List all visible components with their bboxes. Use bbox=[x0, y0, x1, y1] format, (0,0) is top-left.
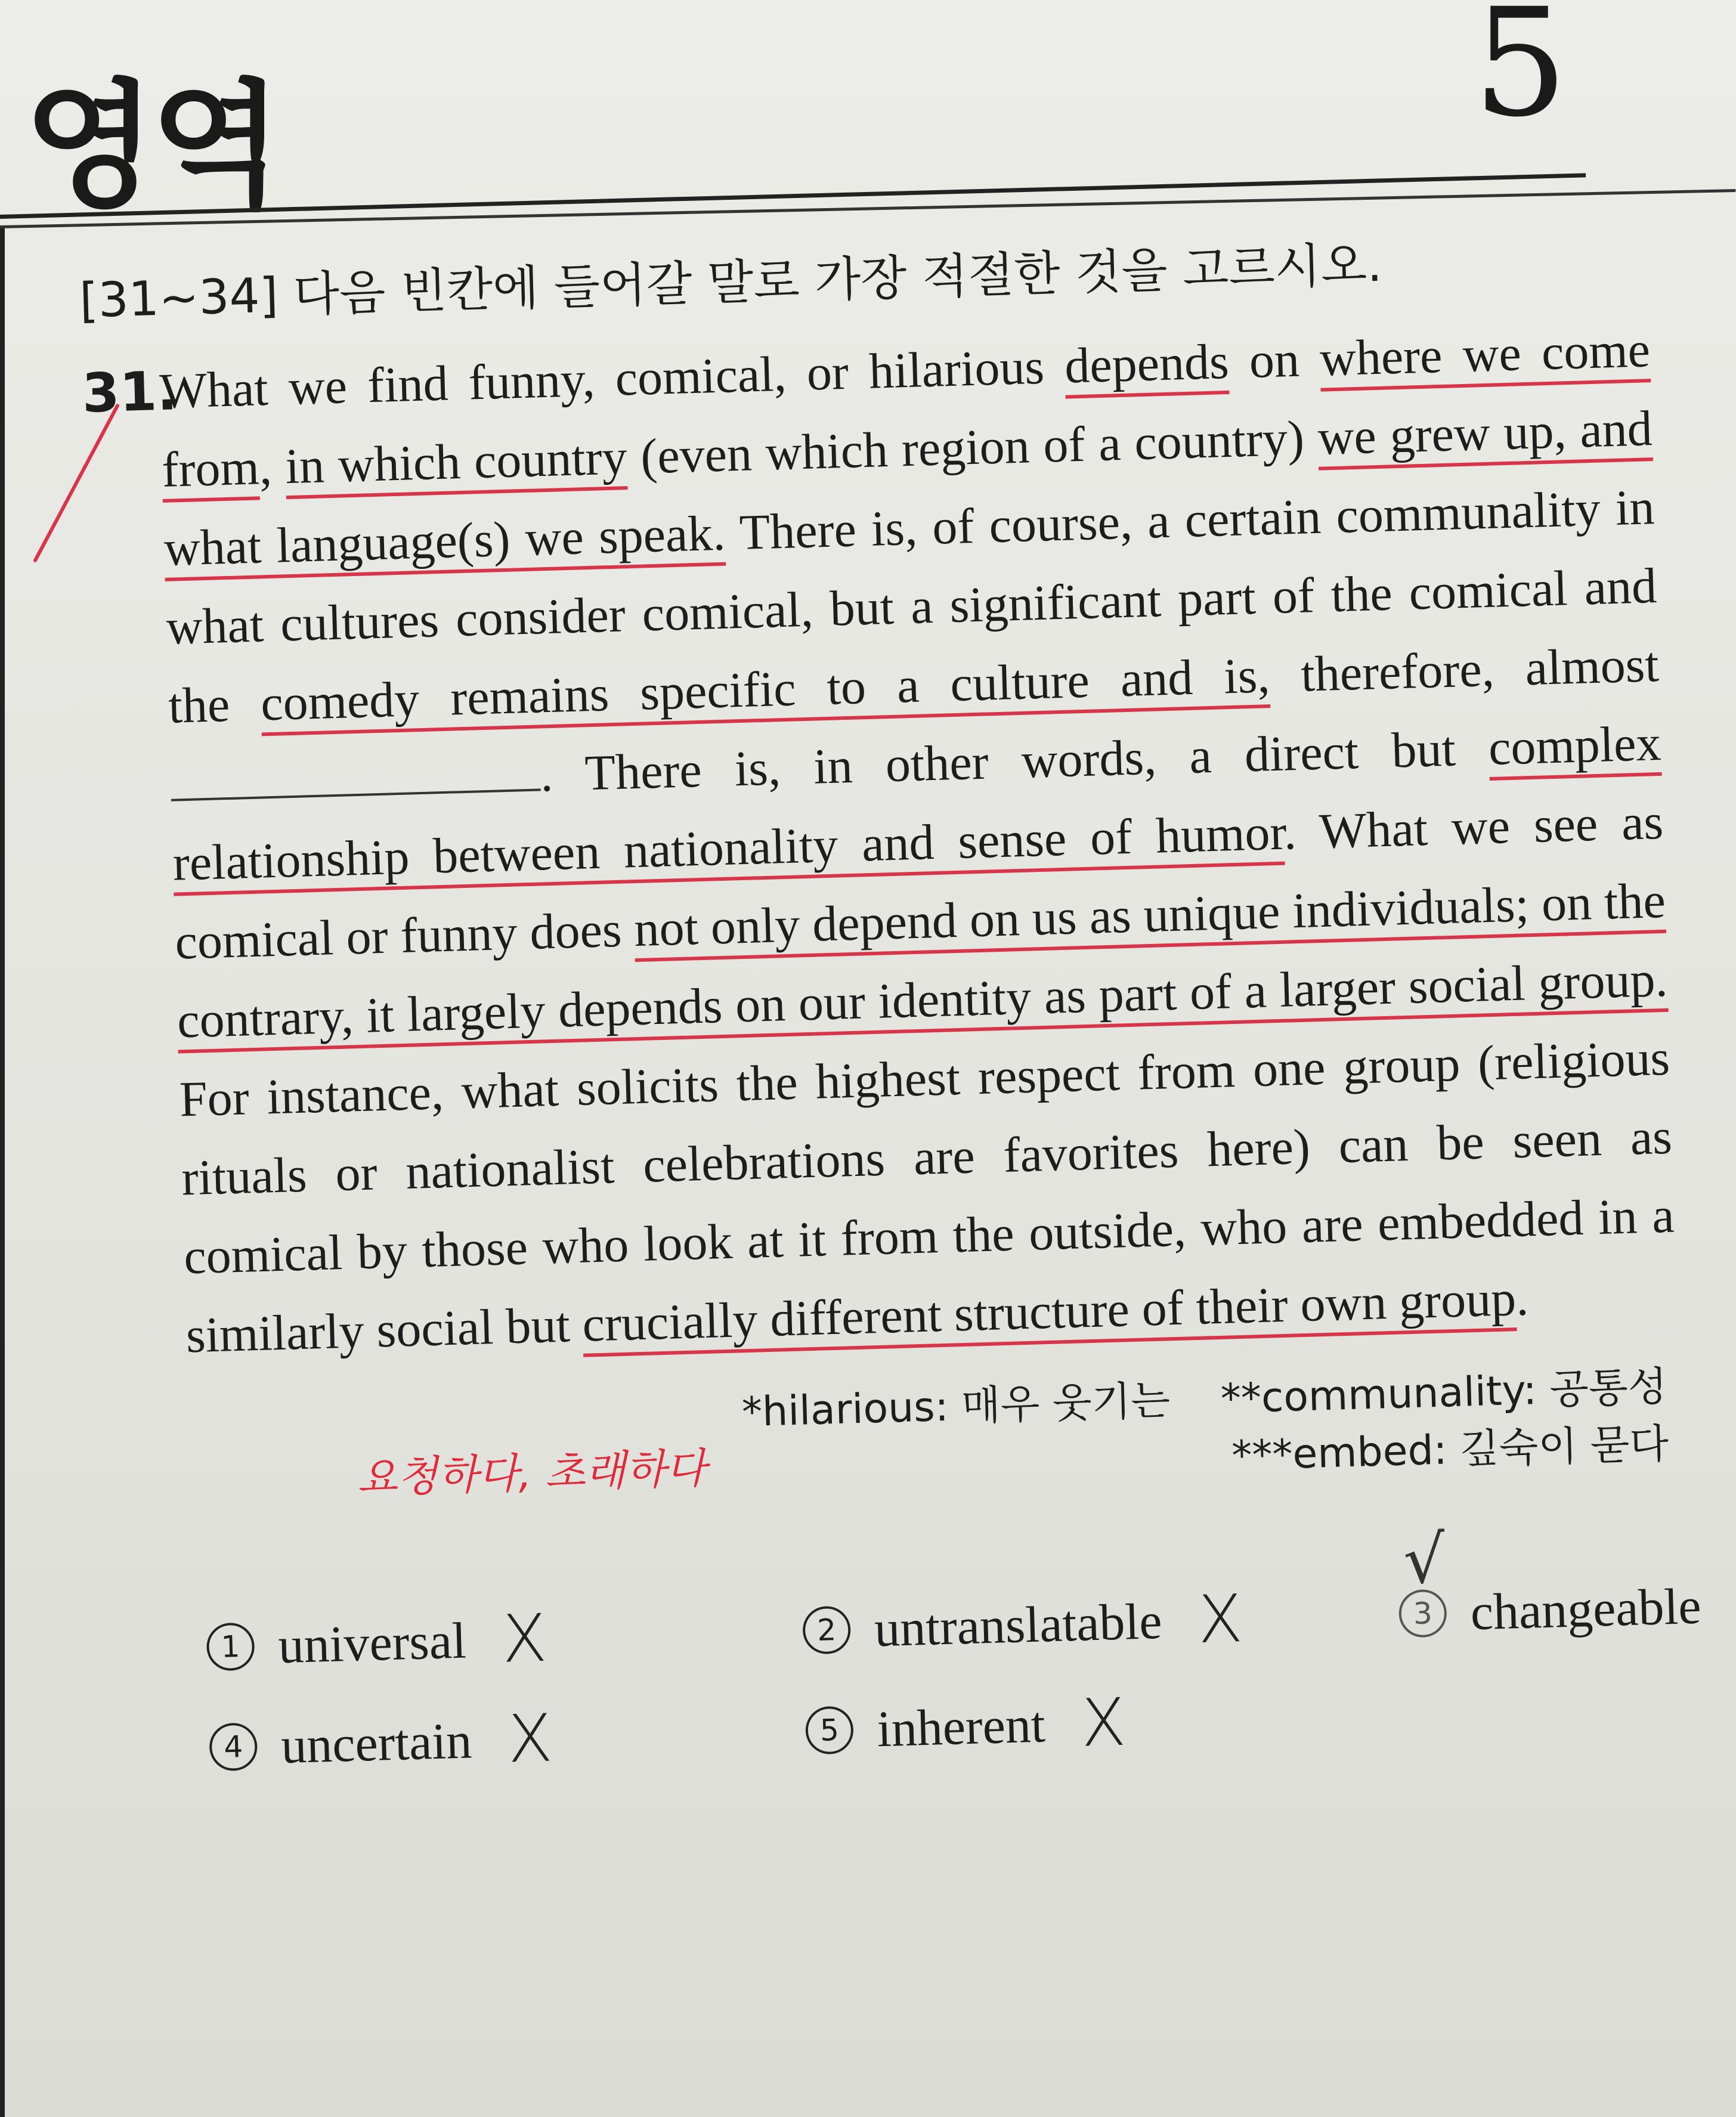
passage-segment: For instance, what solicits the highest respect from one group (religious rituals or nationalist celebrations are favorites here) can be seen as comical by those who look at it from the outside, who are embedded in a similarly social but bbox=[178, 1030, 1675, 1364]
passage-before-blank bbox=[159, 322, 1659, 736]
option-3[interactable] bbox=[1398, 1521, 1736, 1652]
passage-segment-highlighted: complex relationship between nationality and sense of humor bbox=[172, 716, 1662, 896]
box-border-left bbox=[0, 227, 5, 2117]
option-number: 4 bbox=[209, 1722, 258, 1771]
passage-segment: . What we see as comical or funny does bbox=[174, 794, 1664, 970]
passage-segment: on bbox=[1228, 331, 1321, 389]
option-1[interactable] bbox=[206, 1593, 804, 1686]
option-label: changeable bbox=[1469, 1577, 1702, 1641]
passage-segment-highlighted: in which country bbox=[284, 429, 628, 499]
passage-segment: . bbox=[1515, 1270, 1530, 1327]
passage-segment: , bbox=[258, 439, 286, 496]
option-label: universal bbox=[277, 1611, 468, 1675]
option-2[interactable] bbox=[802, 1576, 1400, 1669]
passage-segment: (even which region of a country) bbox=[626, 410, 1319, 485]
footnote-embed: ***embed: 깊숙이 묻다 bbox=[1231, 1420, 1670, 1480]
option-label: inherent bbox=[876, 1695, 1046, 1758]
passage-segment: There is, of course, a certain communality in what cultures consider comical, but a significant part of the comical and the bbox=[165, 479, 1658, 734]
passage-segment-highlighted: depends bbox=[1064, 334, 1230, 399]
check-mark-icon: √ bbox=[1402, 1521, 1447, 1599]
handwritten-note: 요청하다, 초래하다 bbox=[356, 1444, 707, 1503]
passage-text bbox=[159, 311, 1678, 1375]
question-block bbox=[72, 182, 1702, 1788]
footnote-communality: **communality: 공통성 bbox=[1220, 1363, 1668, 1423]
option-label: uncertain bbox=[280, 1711, 473, 1775]
cross-mark-icon: X bbox=[506, 1700, 554, 1778]
option-number: 2 bbox=[802, 1605, 851, 1654]
option-number: 3 bbox=[1398, 1589, 1447, 1638]
passage-segment-highlighted: we grew up, and what language(s) we speak. bbox=[163, 401, 1653, 581]
cross-mark-icon: X bbox=[500, 1599, 548, 1677]
passage-segment: . There is, in other words, a direct but bbox=[539, 720, 1490, 803]
passage-segment-highlighted: crucially different structure of their own group bbox=[581, 1271, 1517, 1357]
option-number: 5 bbox=[805, 1706, 854, 1754]
passage-segment: What we find funny, comical, or hilarious bbox=[159, 338, 1066, 419]
option-label: untranslatable bbox=[873, 1592, 1163, 1658]
passage-segment: therefore, almost bbox=[1268, 636, 1660, 704]
answer-blank[interactable] bbox=[170, 753, 541, 801]
section-title: 영역 bbox=[24, 67, 277, 227]
footnote-hilarious: *hilarious: 매우 웃기는 bbox=[741, 1377, 1171, 1437]
cross-mark-icon: X bbox=[1196, 1580, 1244, 1658]
footnotes bbox=[104, 1358, 1681, 1517]
passage-segment-highlighted: comedy remains specific to a culture and is, bbox=[260, 648, 1271, 736]
passage-after-blank bbox=[172, 716, 1675, 1363]
page-number: 5 bbox=[1473, 0, 1568, 150]
instruction-text: [31~34] 다음 빈칸에 들어갈 말로 가장 적절한 것을 고르시오. bbox=[79, 236, 1383, 329]
passage-segment-highlighted: not only depend on us as unique individuals; on the contrary, it largely depends on our identity as part of a larger social group. bbox=[177, 873, 1669, 1054]
cross-mark-icon: X bbox=[1079, 1683, 1127, 1762]
passage-segment-highlighted: where we come from bbox=[161, 322, 1651, 503]
option-number: 1 bbox=[206, 1622, 255, 1671]
question-number: 31. bbox=[81, 360, 178, 425]
